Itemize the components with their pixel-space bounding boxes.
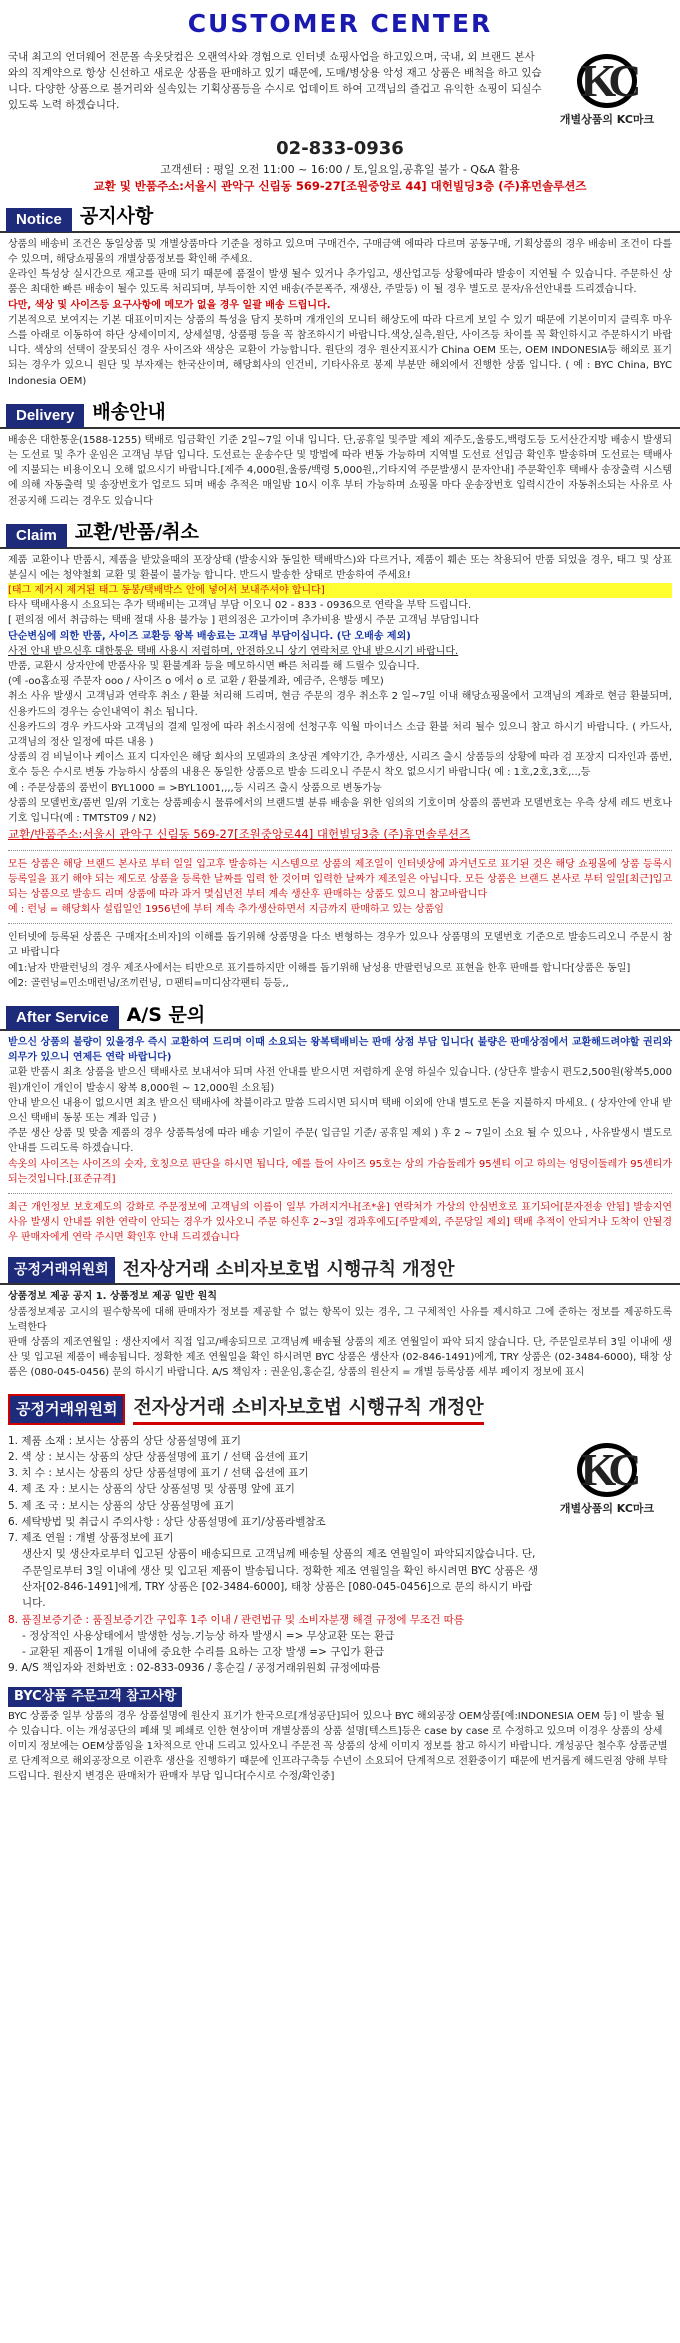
- phone-number: 02-833-0936: [276, 138, 404, 160]
- divider: [8, 923, 672, 924]
- ftc-title-2: 전자상거래 소비자보호법 시행규칙 개정안: [133, 1394, 483, 1425]
- kc-badge-2: [542, 1433, 672, 1677]
- ftc-title-1: 전자상거래 소비자보호법 시행규칙 개정안: [122, 1259, 455, 1281]
- claim-p12: 상품의 모델번호/품번 일/위 기호는 상품페송시 물류에서의 브랜드별 분류 배송을 위한 임의의 기호이며 상품의 품번과 모델번호는 우측 상세 레드 번호나 기호 입니다(예 : TMTST09 / N2): [8, 797, 672, 824]
- notice-p2: 운라인 특성상 실시간으로 재고를 판매 되기 때문에 품절이 발생 될수 있거나 추가입고, 생산업고등 상황에따라 발송이 지연될 수 있습니다. 주문하신 상품은 최대한 빠른 배송이 될수 있도록 처리되며, 부득이한 지연 배송(주문폭주, 재생산, 주말등) 이 될 경우 별도로 문자/유선안내를 드리겠습니다.: [8, 269, 672, 296]
- service-hours: 고객센터 : 평일 오전 11:00 ~ 16:00 / 토,일요일,공휴일 불가 - Q&A 활용: [160, 163, 520, 177]
- claim-p6: 반품, 교환시 상자안에 반품사유 및 환불계좌 등을 메모하시면 빠른 처리를 해 드릴수 있습니다.: [8, 661, 420, 673]
- return-address: 교환 및 반품주소:서울시 관악구 신림동 569-27[조원중앙로 44] 대헌빌딩3층 (주)휴먼솔루션즈: [93, 179, 587, 194]
- claim-p9: 신용카드의 경우 카드사와 고객님의 결제 일정에 따라 취소시점에 선청구후 익월 마이너스 소급 환불 처리 될수 있으니 참고 하시기 바랍니다. ( 카드사, 고객님의 정산 일정에 따른 내용 ): [8, 721, 672, 748]
- claim-p4: 단순변심에 의한 반품, 사이즈 교환등 왕복 배송료는 고객님 부담이십니다. (단 오배송 제외): [8, 630, 411, 642]
- notice-p3: 다만, 색상 및 사이즈등 요구사항에 메모가 없을 경우 일괄 배송 드립니다.: [8, 299, 331, 311]
- notice-p4: 기본적으로 보여지는 기본 대표이미지는 상품의 특성을 담지 못하며 개개인의 모니터 해상도에 따라 다르게 보일 수 있기 때문에 기본이미지 클릭후 마우스를 아래로 이동하여 하단 상세이미지, 상세설명, 상품평 등을 꼭 참조하시기 바랍니다.색상,실측,원단, 사이즈등 차이를 꼭 확인하시고 주문하시기 바랍니다. 색상의 선택이 잘못되신 경우 사이즈와 색상은 교환이 가능합니다. 원단의 경우 원산지표시가 China OEM 또는, OEM INDONESIA등 해외로 표기되는 경우가 있으니 원단 및 부자재는 한국산이며, 해당회사의 인건비, 기타사유로 봉제 부분만 해외에서 진행한 상품 입니다. ( 예 : BYC China, BYC Indonesia OEM): [8, 314, 672, 387]
- law-item: 1. 제품 소재 : 보시는 상품의 상단 상품설명에 표기: [8, 1434, 241, 1447]
- divider: [8, 850, 672, 851]
- notice-header: [0, 205, 680, 233]
- as-header: [0, 1003, 680, 1031]
- kc-mark-icon: KC: [577, 54, 637, 108]
- ftc-body-2: [0, 1427, 680, 1683]
- delivery-body: [0, 429, 680, 511]
- claim-p8: 취소 사유 발생시 고객님과 연락후 취소 / 환불 처리해 드리며, 현금 주문의 경우 취소후 2 일~7일 이내 해당쇼핑몰에서 고객님의 계좌로 현금 환불되며, 신용카드의 경우는 승인내역이 취소 됩니다.: [8, 691, 672, 718]
- law-item: 2. 색 상 : 보시는 상품의 상단 상품설명에 표기 / 선택 옵션에 표기: [8, 1450, 309, 1463]
- byc-body: BYC 상품중 일부 상품의 경우 상품설명에 원산지 표기가 한국으로[개성공단]되어 있으나 BYC 해외공장 OEM상품[예:INDONESIA OEM 등] 이 발송 될수 있습니다. 이는 개성공단의 폐쇄 및 폐쇄로 인한 현상이며 개별상품의 상품 설명[텍스트]등은 case by case 로 수정하고 있으며 이경우 상품의 상세 이미지 정보에는 OEM상품임을 1차적으로 안내 드리고 있사오니 주문전 꼭 상품의 상세 이미지 정보를 참고 하시기 바랍니다. 개성공단 철수후 상품군별로 단계적으로 해외공장으로 이관후 생산을 진행하기 때문에 인프라구축등 수년이 소요되어 단계적으로 전환중이기 때문에 번거롭게 해드린점 양해 부탁 드립니다. 원산지 변경은 판매처가 판매자 부담 입니다[수시로 수정/확인중]: [8, 1711, 668, 1783]
- byc-title: BYC상품 주문고객 참고사항: [8, 1687, 182, 1708]
- claim-p5: 사전 안내 받으신후 대한통운 택배 사용시 저렴하며, 안전하오니 상기 연락처로 안내 받으시기 바랍니다.: [8, 645, 459, 657]
- ftc1-p1: 상품정보 제공 공지 1. 상품정보 제공 일반 원칙: [8, 1291, 218, 1303]
- claim-p1: 제품 교환이나 반품시, 제품을 받았을때의 포장상태 (발송시와 동일한 택배박스)와 다르거나, 제품이 훼손 또는 착용되어 반품 되었을 경우, 태그 및 상표 분실시 에는 청약철회 교환 및 환불이 불가능 합니다. 반드시 발송한 상태로 반송하여 주세요!: [8, 554, 672, 581]
- claim-p17: 예1:남자 반팔런닝의 경우 제조사에서는 티반으로 표기를하지만 이해를 돕기위해 남성용 반팔런닝으로 표현을 한후 판매를 합니다[상품은 동일]: [8, 962, 631, 974]
- claim-p15: 예 : 런닝 = 해당회사 설립일인 1956년에 부터 계속 추가생산하면서 지금까지 판매하고 있는 상품임: [8, 904, 444, 916]
- ftc-header-2: [0, 1393, 680, 1427]
- intro-section: [0, 50, 680, 128]
- as-tag: After Service: [6, 1006, 119, 1030]
- law-item: 9. A/S 책임자와 전화번호 : 02-833-0936 / 홍순길 / 공정거래위원회 규정에따름: [8, 1662, 381, 1675]
- delivery-title: 배송안내: [92, 401, 166, 424]
- as-p6: 최근 개인정보 보호제도의 강화로 주문정보에 고객님의 이름이 일부 가려지거나[조*윤] 연락처가 가상의 안심번호로 표기되어[문자전송 안됨] 발송지연사유 발생시 안내를 위한 연락이 안되는 경우가 있사오니 주문 하신후 2~3일 경과후에도[주말제외, 주문당일 제외] 택배 추적이 안되거나 도착이 안될경우 판매자에게 연락 주시면 확인후 안내 드리겠습니다: [8, 1201, 672, 1244]
- law-item: 3. 치 수 : 보시는 상품의 상단 상품설명에 표기 / 선택 옵션에 표기: [8, 1467, 309, 1480]
- claim-p11: 예 : 주문상품의 품번이 BYL1000 = >BYL1001,,,,등 시리즈 출시 상품으로 변동가능: [8, 782, 382, 794]
- claim-p16: 인터넷에 등록된 상품은 구매자[소비자]의 이해를 돕기위해 상품명을 다소 변형하는 경우가 있으나 상품명의 모델번호 기준으로 발송드리오니 주문시 참고 바랍니다: [8, 932, 672, 959]
- claim-p1b: [태그 제거시 제거된 태그 동봉/택배박스 안에 넣어서 보내주셔야 합니다]: [8, 583, 672, 598]
- law-item: 4. 제 조 자 : 보시는 상품의 상단 상품설명 및 상품명 앞에 표기: [8, 1483, 295, 1496]
- as-p2: 교환 반품시 최초 상품을 받으신 택배사로 보내셔야 되며 사전 안내를 받으시면 저렴하게 운영 하실수 있습니다. (상단후 발송시 편도2,500원(왕복5,000원)개인이 개인이 발송시 왕복 8,000원 ~ 12,000원 소요됨): [8, 1067, 672, 1094]
- claim-body: [0, 549, 680, 993]
- claim-p10: 상품의 검 비닐이나 케이스 표지 디자인은 해당 회사의 모델과의 초상권 계약기간, 추가생산, 시리즈 출시 상품등의 상황에 따라 검 포장지 디자인과 품번, 호수 등은 수시로 변동 가능하시 상품의 내용은 동일한 상품으로 발송 드리오니 주문시 착오 없으시기 바랍니다( 예 : 1호,2호,3호,..,등: [8, 752, 672, 779]
- claim-p7: (예 -oo홈쇼핑 주문자 ooo / 사이즈 o 에서 o 로 교환 / 환불계좌, 예금주, 은행등 메모): [8, 676, 384, 688]
- page-title: CUSTOMER CENTER: [187, 9, 493, 38]
- claim-title: 교환/반품/취소: [74, 521, 199, 544]
- law-item: - 정상적인 사용상태에서 발생한 성능.기능상 하자 발생시 => 무상교환 또는 환급: [22, 1629, 395, 1642]
- ftc1-p2: 상품정보제공 고시의 필수항목에 대해 판매자가 정보를 제공할 수 없는 항목이 있는 경우, 그 구체적인 사유를 제시하고 그에 준하는 정보를 제공하도록 노력한다: [8, 1306, 672, 1333]
- law-item: 생산지 및 생산자로부터 입고된 상품이 배송되므로 고객님께 배송될 상품의 제조 연월일이 파악되지않습니다. 단,주문일로부터 3일 이내에 생산 및 입고된 제품이 발송됩니다. 정확한 제조 연월일을 확인 하시려면 BYC 상품은 생산자[02-846-1491]에게, TRY 상품은 [02-3484-6000], 태창 상품은 [080-045-0456]으로 문의 하시기 바랍니다.: [22, 1548, 539, 1610]
- as-p4: 주문 생산 상품 및 맞춤 제품의 경우 상품특성에 따라 배송 기일이 주문( 입금일 기준/ 공휴일 제외 ) 후 2 ~ 7일이 소요 될 수 있으나 , 사유발생시 별도로 안내를 드리도록 하겠습니다.: [8, 1128, 672, 1155]
- notice-tag: Notice: [6, 208, 72, 232]
- delivery-tag: Delivery: [6, 404, 84, 428]
- intro-text: 국내 최고의 언더웨어 전문몰 속옷닷컴은 오랜역사와 경험으로 인터넷 쇼핑사업을 하고있으며, 국내, 외 브랜드 본사와의 직계약으로 항상 신선하고 새로운 상품을 판매하고 있기 때문에, 도매/병상용 악성 재고 상품은 배척을 하고 있습니다. 다양한 상품으로 볼거리와 실속있는 기획상품등을 수시로 업데이트 하여 고객님의 즐겁고 유익한 쇼핑이 되실수 있도록 노력 하겠습니다.: [8, 51, 542, 111]
- kc-caption: 개별상품의 KC마크: [559, 1501, 655, 1515]
- ftc-body-1: [0, 1285, 680, 1382]
- kc-mark-icon: KC: [577, 1443, 637, 1497]
- delivery-p1: 배송은 대한통운(1588-1255) 택배로 입금확인 기준 2일~7일 이내 입니다. 단,공휴일 및주말 제외 제주도,울릉도,백령도등 도서산간지방 배송시 발생되는 도선료 및 추가 운임은 고객님 부담 입니다. 도선료는 운송수단 및 방법에 따라 변동 가능하며 지역별 도선료 선입금 확인후 발송하며 도선료는 택배사에 지불되는 비용이오니 오해 없으시기 바랍니다.[제주 4,000원,울릉/백령 5,000원,,기타지역 주문발생시 문자안내] 주문확인후 택배사 송장출력 시스템에 의해 자동출력 및 송장번호가 업로드 되며 배송 추적은 매일밤 10시 이후 부터 가능하며 쇼핑몰 마다 운송장번호 입력시간이 자동취소되는 사유로 사전공지해 드리는 경우도 있습니다: [8, 434, 672, 507]
- delivery-header: [0, 401, 680, 429]
- claim-p13: 교환/반품주소:서울시 관악구 신림동 569-27[조원중앙로44] 대헌빌딩3층 (주)휴먼솔루션즈: [8, 827, 471, 842]
- claim-p14: 모든 상품은 해당 브랜드 본사로 부터 일일 입고후 발송하는 시스템으로 상품의 제조일이 인터넷상에 과거년도로 표기된 것은 해당 쇼핑몰에 상품 등록시 등록일을 표기 해야 되는 제도로 상품을 등록한 날짜를 입력 한 것이며 입력한 날짜가 제조일은 아닙니다. 모든 상품은 브랜드 본사로 부터 일일[최근]입고되는 상품으로 발송드 리며 상품에 따라 과거 몇십년전 부터 계속 생산후 판매하는 상품도 있으니 참고바랍니다: [8, 858, 672, 900]
- notice-body: [0, 233, 680, 391]
- claim-tag: Claim: [6, 524, 67, 548]
- divider: [8, 1193, 672, 1194]
- as-body: [0, 1031, 680, 1247]
- as-p1: 받으신 상품의 불량이 있을경우 즉시 교환하여 드리며 이때 소요되는 왕복택배비는 판매 상점 부담 입니다( 불량은 판매상점에서 교환해드려야할 권리와 의무가 있으니 연제든 연락 바랍니다): [8, 1037, 672, 1064]
- ftc-header-1: [0, 1255, 680, 1285]
- ftc1-p3: 판매 상품의 제조연월일 : 생산지에서 직접 입고/배송되므로 고객님께 배송될 상품의 제조 연월일이 파악 되지 않습니다. 단, 주문일로부터 3일 이내에 생산 및 입고된 제품이 배송됩니다. 정확한 제조 연월일을 확인 하시려면 BYC 상품은 생산자 (02-846-1491)에게, TRY 상품은 (02-3484-6000), 태창 상품은 (080-045-0456) 문의 하시기 바랍니다. A/S 책임자 : 권운임,홍순길, 상품의 원산지 = 개별 등록상품 세부 페이지 정보에 표시: [8, 1337, 672, 1379]
- as-p3: 안내 받으신 내용이 없으시면 최초 받으신 택배사에 착불이라고 말씀 드리시면 되시며 택배 이외에 안내 별도로 돈을 지불하지 마세요. ( 상자안에 안내 받으신 택배비 동봉 또는 계좌 입금 ): [8, 1097, 672, 1124]
- law-item: 8. 품질보증기준 : 품질보증기간 구입후 1주 이내 / 관련법규 및 소비자분쟁 해결 규정에 무조건 따름: [8, 1613, 464, 1626]
- law-item: 7. 제조 연월 : 개별 상품정보에 표기: [8, 1532, 174, 1545]
- notice-title: 공지사항: [79, 205, 154, 228]
- ftc-tag-1: 공정거래위원회: [8, 1257, 115, 1283]
- notice-p1: 상품의 배송비 조건은 동일상품 및 개별상품마다 기준을 정하고 있으며 구매건수, 구매금액 에따라 다르며 공동구매, 기획상품의 경우 배송비 조건이 다를수 있으며, 해당쇼핑몰의 개별상품정보를 확인해 주세요.: [8, 238, 672, 266]
- kc-caption: 개별상품의 KC마크: [559, 113, 655, 127]
- claim-p3: [ 편의점 에서 취급하는 택배 절대 사용 불가능 ] 편의점은 고가이며 추가비용 발생시 주문 고객님 부담입니다: [8, 615, 479, 627]
- ftc-tag-2: 공정거래위원회: [8, 1394, 125, 1426]
- claim-header: [0, 521, 680, 549]
- claim-p2: 타사 택배사용시 소요되는 추가 택배비는 고객님 부담 이오니 02 - 833 - 0936으로 연락을 부탁 드립니다.: [8, 600, 472, 612]
- byc-notice: [0, 1687, 680, 1793]
- law-item: - 교환된 제품이 1개월 이내에 중요한 수리를 요하는 고장 발생 => 구입가 환급: [22, 1646, 385, 1659]
- as-p5: 속옷의 사이즈는 사이즈의 숫자, 호칭으로 판단을 하시면 됩니다, 예를 들어 사이즈 95호는 상의 가슴둘레가 95센티 이고 하의는 엉덩이둘레가 95센티가 되는것입니다.[표준규격]: [8, 1158, 672, 1185]
- claim-p18: 예2: 골런닝=민소매런닝/조끼런닝, ㅁ팬티=미디삼각팬티 등등,,: [8, 977, 289, 989]
- law-items-list: [8, 1433, 542, 1677]
- law-item: 5. 제 조 국 : 보시는 상품의 상단 상품설명에 표기: [8, 1499, 235, 1512]
- law-item: 6. 세탁방법 및 취급시 주의사항 : 상단 상품설명에 표기/상품라벨참조: [8, 1515, 326, 1528]
- kc-badge: [542, 50, 672, 128]
- as-title: A/S 문의: [126, 1003, 206, 1026]
